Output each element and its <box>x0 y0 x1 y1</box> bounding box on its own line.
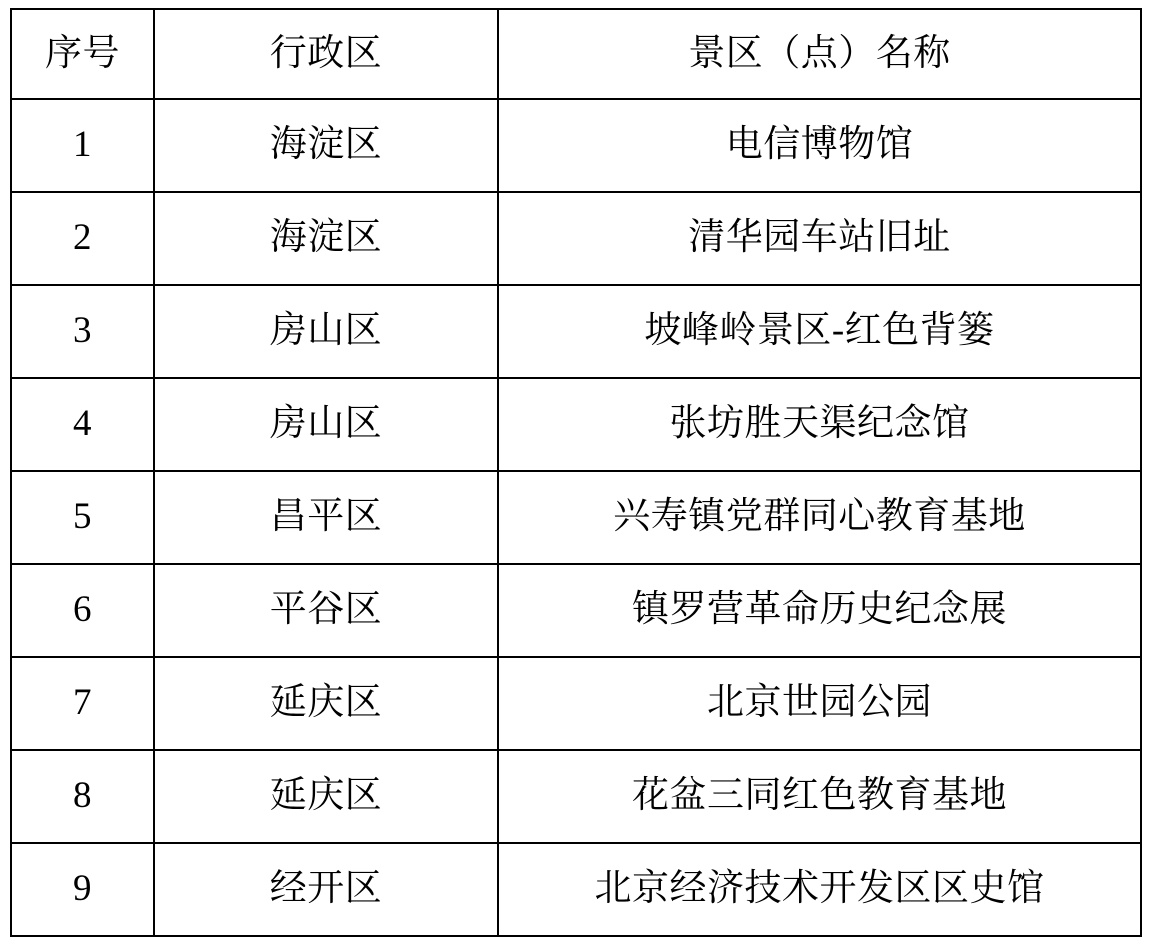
table-header <box>11 9 1141 99</box>
table-row <box>11 192 1141 285</box>
column-header-district: 行政区 <box>154 9 498 99</box>
column-header-index: 序号 <box>11 9 154 99</box>
cell-index: 5 <box>11 471 154 564</box>
table-row <box>11 378 1141 471</box>
cell-district: 延庆区 <box>154 657 498 750</box>
table-row <box>11 750 1141 843</box>
cell-index: 7 <box>11 657 154 750</box>
cell-index: 2 <box>11 192 154 285</box>
table-row <box>11 99 1141 192</box>
cell-name: 兴寿镇党群同心教育基地 <box>498 471 1141 564</box>
cell-name: 坡峰岭景区-红色背篓 <box>498 285 1141 378</box>
table-header-row <box>11 9 1141 99</box>
cell-district: 海淀区 <box>154 99 498 192</box>
cell-name: 北京世园公园 <box>498 657 1141 750</box>
table-row <box>11 471 1141 564</box>
cell-district: 房山区 <box>154 378 498 471</box>
cell-name: 清华园车站旧址 <box>498 192 1141 285</box>
cell-district: 房山区 <box>154 285 498 378</box>
scenic-spots-table <box>10 8 1142 937</box>
cell-index: 6 <box>11 564 154 657</box>
cell-index: 4 <box>11 378 154 471</box>
table-body <box>11 99 1141 936</box>
cell-name: 镇罗营革命历史纪念展 <box>498 564 1141 657</box>
cell-name: 电信博物馆 <box>498 99 1141 192</box>
table-row <box>11 657 1141 750</box>
cell-district: 海淀区 <box>154 192 498 285</box>
cell-index: 9 <box>11 843 154 936</box>
table-row <box>11 285 1141 378</box>
cell-district: 昌平区 <box>154 471 498 564</box>
table-row <box>11 564 1141 657</box>
cell-index: 1 <box>11 99 154 192</box>
cell-index: 8 <box>11 750 154 843</box>
cell-name: 张坊胜天渠纪念馆 <box>498 378 1141 471</box>
cell-index: 3 <box>11 285 154 378</box>
cell-name: 北京经济技术开发区区史馆 <box>498 843 1141 936</box>
cell-district: 经开区 <box>154 843 498 936</box>
column-header-name: 景区（点）名称 <box>498 9 1141 99</box>
cell-name: 花盆三同红色教育基地 <box>498 750 1141 843</box>
cell-district: 延庆区 <box>154 750 498 843</box>
table-row <box>11 843 1141 936</box>
cell-district: 平谷区 <box>154 564 498 657</box>
